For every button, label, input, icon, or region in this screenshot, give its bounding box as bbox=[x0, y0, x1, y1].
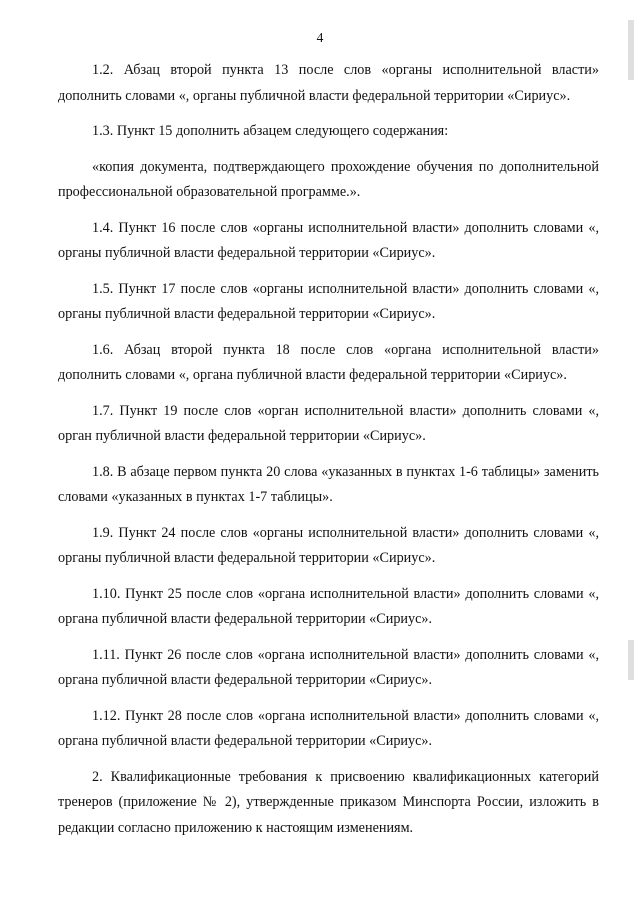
paragraph-1-7: 1.7. Пункт 19 после слов «орган исполнительной власти» дополнить словами «, орган публичной власти федеральной территории «Сириус». bbox=[58, 402, 599, 444]
paragraph-1-2: 1.2. Абзац второй пункта 13 после слов «органы исполнительной власти» дополнить словами «, органы публичной власти федеральной территории «Сириус». bbox=[58, 62, 599, 104]
paragraph-1-3-quote: «копия документа, подтверждающего прохождение обучения по дополнительной профессиональной образовательной программе.». bbox=[58, 158, 599, 200]
paragraph-1-9: 1.9. Пункт 24 после слов «органы исполнительной власти» дополнить словами «, органы публичной власти федеральной территории «Сириус». bbox=[58, 524, 599, 566]
paragraph-1-4: 1.4. Пункт 16 после слов «органы исполнительной власти» дополнить словами «, органы публичной власти федеральной территории «Сириус». bbox=[58, 219, 599, 261]
paragraph-2: 2. Квалификационные требования к присвоению квалификационных категорий тренеров (приложение № 2), утвержденные приказом Минспорта России, изложить в редакции согласно приложению к настоящим изменениям. bbox=[58, 768, 599, 836]
paragraph-1-8: 1.8. В абзаце первом пункта 20 слова «указанных в пунктах 1-6 таблицы» заменить словами «указанных в пунктах 1-7 таблицы». bbox=[58, 463, 599, 505]
paragraph-1-5: 1.5. Пункт 17 после слов «органы исполнительной власти» дополнить словами «, органы публичной власти федеральной территории «Сириус». bbox=[58, 280, 599, 322]
scan-edge-mark bbox=[628, 20, 634, 80]
paragraph-1-12: 1.12. Пункт 28 после слов «органа исполнительной власти» дополнить словами «, органа публичной власти федеральной территории «Сириус». bbox=[58, 707, 599, 749]
document-body bbox=[58, 58, 599, 851]
scan-edge-mark bbox=[628, 640, 634, 680]
paragraph-1-6: 1.6. Абзац второй пункта 18 после слов «органа исполнительной власти» дополнить словами «, органа публичной власти федеральной территории «Сириус». bbox=[58, 341, 599, 383]
paragraph-1-11: 1.11. Пункт 26 после слов «органа исполнительной власти» дополнить словами «, органа публичной власти федеральной территории «Сириус». bbox=[58, 646, 599, 688]
paragraph-1-3: 1.3. Пункт 15 дополнить абзацем следующего содержания: bbox=[92, 123, 449, 139]
paragraph-1-10: 1.10. Пункт 25 после слов «органа исполнительной власти» дополнить словами «, органа публичной власти федеральной территории «Сириус». bbox=[58, 585, 599, 627]
page-number: 4 bbox=[316, 30, 324, 45]
